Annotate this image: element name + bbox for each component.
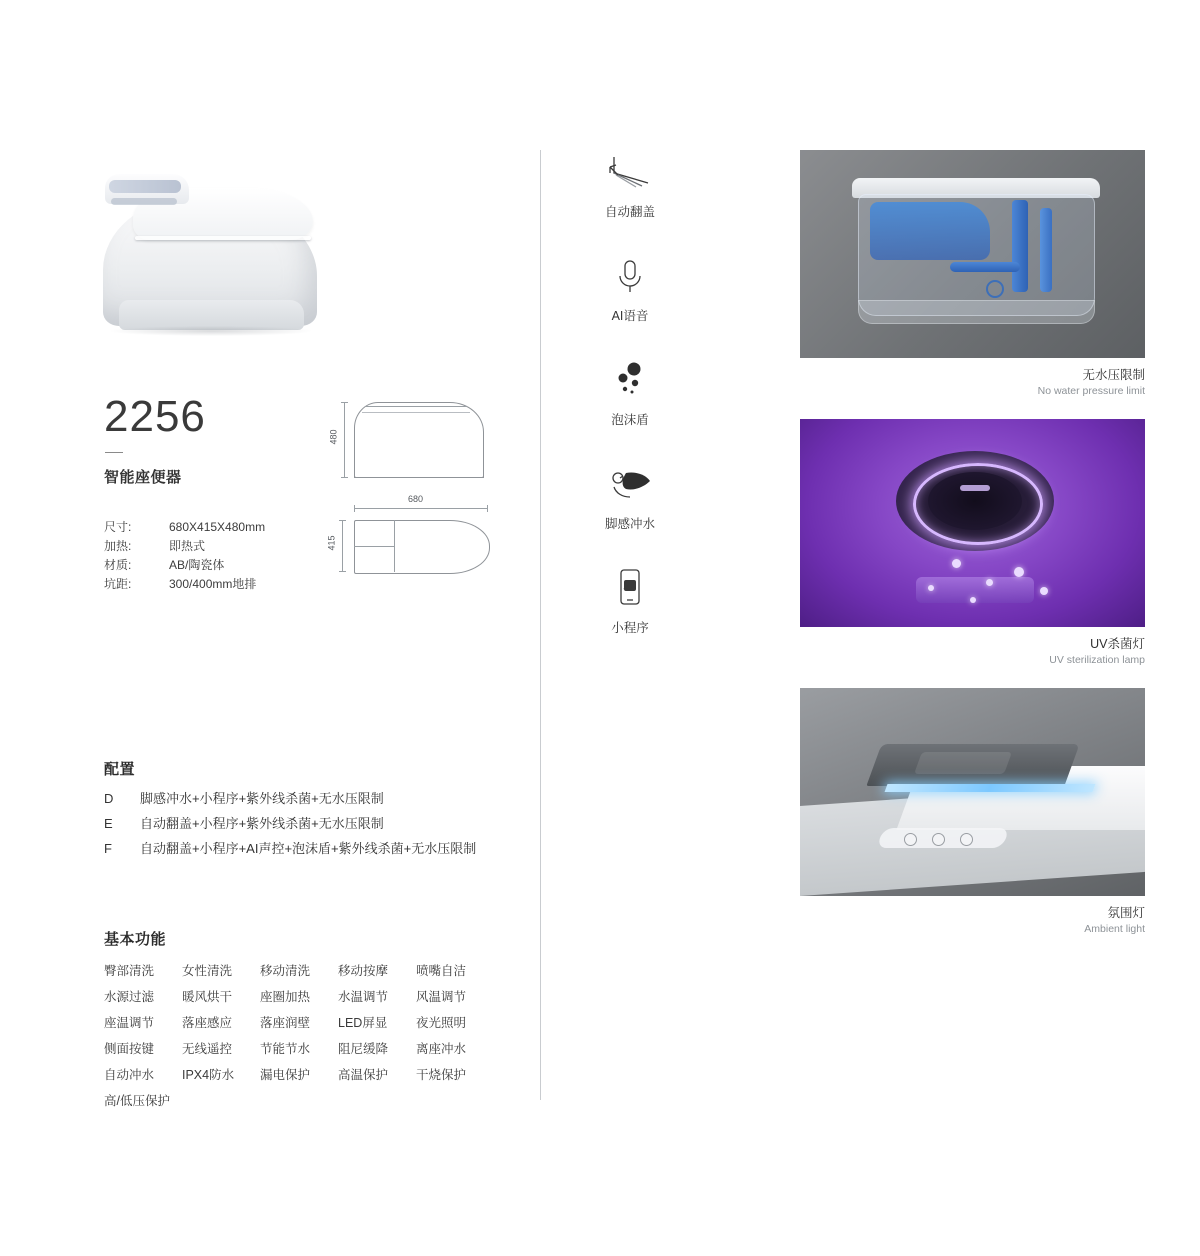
uv-bowl-photo bbox=[800, 419, 1145, 627]
feature-label: 泡沫盾 bbox=[611, 413, 649, 427]
function-item: IPX4防水 bbox=[182, 1068, 235, 1082]
panel-button-dot bbox=[904, 833, 917, 846]
germ-particle bbox=[1040, 587, 1048, 595]
spec-value: 680X415X480mm bbox=[169, 520, 266, 534]
germ-particle bbox=[952, 559, 961, 568]
spec-key: 加热: bbox=[104, 539, 132, 553]
feature-foot-flush bbox=[570, 462, 690, 532]
pipe-primary bbox=[1012, 200, 1028, 292]
config-row bbox=[104, 789, 524, 808]
lid-logo-etching bbox=[914, 752, 1012, 774]
side-lid-line bbox=[366, 406, 466, 407]
spec-value: 即热式 bbox=[169, 539, 206, 553]
function-item: 落座感应 bbox=[182, 1016, 233, 1030]
product-hero-image bbox=[95, 150, 325, 340]
caption-zh: 氛围灯 bbox=[1107, 906, 1145, 920]
feature-label: AI语音 bbox=[611, 309, 649, 323]
function-item: 无线遥控 bbox=[182, 1042, 233, 1056]
plan-outline bbox=[354, 520, 490, 574]
photo-block-uv-lamp bbox=[800, 419, 1145, 668]
spec-row bbox=[104, 575, 265, 594]
config-text: 自动翻盖+小程序+AI声控+泡沫盾+紫外线杀菌+无水压限制 bbox=[140, 841, 477, 856]
side-elevation-drawing bbox=[328, 396, 506, 488]
plan-view-drawing bbox=[326, 494, 511, 591]
spec-value: 300/400mm地排 bbox=[169, 577, 257, 591]
photo-caption bbox=[800, 896, 1145, 937]
spec-value: AB/陶瓷体 bbox=[169, 558, 225, 572]
config-letter: D bbox=[104, 791, 114, 806]
config-letter: E bbox=[104, 816, 113, 831]
photo-column bbox=[800, 150, 1145, 957]
function-item: 水源过滤 bbox=[104, 990, 155, 1004]
function-item: 离座冲水 bbox=[416, 1042, 467, 1056]
control-panel-strip bbox=[111, 198, 177, 205]
model-number: 2256 bbox=[104, 392, 206, 441]
config-list bbox=[104, 789, 524, 864]
depth-dimension-line bbox=[342, 520, 343, 572]
vertical-divider bbox=[540, 150, 541, 1100]
valve-knob bbox=[986, 280, 1004, 298]
microphone-icon bbox=[570, 254, 690, 300]
feature-foam-shield bbox=[570, 358, 690, 428]
config-text: 自动翻盖+小程序+紫外线杀菌+无水压限制 bbox=[140, 816, 384, 831]
left-column bbox=[0, 0, 540, 1256]
function-item: 高温保护 bbox=[338, 1068, 389, 1082]
function-item: 夜光照明 bbox=[416, 1016, 467, 1030]
photo-caption bbox=[800, 358, 1145, 399]
function-item: 落座润壁 bbox=[260, 1016, 311, 1030]
function-item: 水温调节 bbox=[338, 990, 389, 1004]
panel-button-dot bbox=[932, 833, 945, 846]
ambient-light-photo bbox=[800, 688, 1145, 896]
feature-label: 小程序 bbox=[611, 621, 649, 635]
function-item: 风温调节 bbox=[416, 990, 467, 1004]
lid-seam-line bbox=[135, 236, 311, 240]
side-foot-line bbox=[354, 474, 484, 478]
function-item: LED屏显 bbox=[338, 1016, 388, 1030]
product-shadow bbox=[111, 326, 311, 336]
side-lid-line-2 bbox=[362, 412, 470, 413]
caption-zh: UV杀菌灯 bbox=[1090, 637, 1145, 651]
spec-key: 尺寸: bbox=[104, 520, 132, 534]
height-dimension-line bbox=[344, 402, 345, 478]
feature-label: 自动翻盖 bbox=[604, 205, 655, 219]
product-name: 智能座便器 bbox=[104, 469, 182, 486]
spec-row bbox=[104, 537, 265, 556]
caption-zh: 无水压限制 bbox=[1082, 368, 1145, 382]
function-item: 暖风烘干 bbox=[182, 990, 233, 1004]
control-panel-graphic bbox=[109, 180, 181, 193]
function-item: 高/低压保护 bbox=[104, 1094, 170, 1108]
feature-mini-app bbox=[570, 566, 690, 636]
mini-app-icon bbox=[570, 566, 690, 612]
pipe-secondary bbox=[1040, 208, 1052, 292]
width-dimension-label: 680 bbox=[408, 494, 424, 504]
spec-row bbox=[104, 556, 265, 575]
depth-dimension-label: 415 bbox=[326, 535, 337, 551]
feature-ai-voice bbox=[570, 254, 690, 324]
basic-functions-title: 基本功能 bbox=[104, 931, 167, 948]
config-row bbox=[104, 814, 524, 833]
spec-row bbox=[104, 518, 265, 537]
germ-particle bbox=[928, 585, 934, 591]
function-item: 移动清洗 bbox=[260, 964, 311, 978]
pipe-horizontal bbox=[950, 262, 1020, 272]
plan-split-line bbox=[394, 520, 395, 572]
function-item: 移动按摩 bbox=[338, 964, 389, 978]
config-text: 脚感冲水+小程序+紫外线杀菌+无水压限制 bbox=[140, 791, 384, 806]
water-volume bbox=[870, 202, 990, 260]
auto-lid-icon bbox=[570, 150, 690, 196]
width-dimension-line bbox=[354, 508, 488, 509]
config-section-title: 配置 bbox=[104, 761, 136, 778]
function-item: 阻尼缓降 bbox=[338, 1042, 389, 1056]
foot-flush-icon bbox=[570, 462, 690, 508]
photo-caption bbox=[800, 627, 1145, 668]
function-item: 自动冲水 bbox=[104, 1068, 155, 1082]
function-item: 侧面按键 bbox=[104, 1042, 155, 1056]
germ-particle bbox=[1014, 567, 1024, 577]
basic-functions-grid bbox=[104, 962, 504, 1110]
title-rule bbox=[105, 452, 123, 453]
panel-button-dot bbox=[960, 833, 973, 846]
function-item: 漏电保护 bbox=[260, 1068, 311, 1082]
plan-mid-line bbox=[354, 546, 394, 547]
function-item: 干烧保护 bbox=[416, 1068, 467, 1082]
feature-icon-column bbox=[570, 150, 690, 670]
foam-shield-icon bbox=[570, 358, 690, 404]
spec-key: 材质: bbox=[104, 558, 132, 572]
germ-particle bbox=[986, 579, 993, 586]
bowl-inner bbox=[928, 472, 1022, 530]
function-item: 座温调节 bbox=[104, 1016, 155, 1030]
germ-particle bbox=[970, 597, 976, 603]
cutaway-tank-photo bbox=[800, 150, 1145, 358]
function-item: 臀部清洗 bbox=[104, 964, 155, 978]
side-outline bbox=[354, 402, 484, 478]
function-item: 喷嘴自洁 bbox=[416, 964, 467, 978]
config-letter: F bbox=[104, 841, 112, 856]
tank-base bbox=[858, 300, 1095, 324]
spec-key: 坑距: bbox=[104, 577, 132, 591]
caption-en: Ambient light bbox=[1084, 923, 1145, 935]
feature-label: 脚感冲水 bbox=[604, 517, 655, 531]
photo-block-no-water-pressure-limit bbox=[800, 150, 1145, 399]
photo-block-ambient-light bbox=[800, 688, 1145, 937]
config-row bbox=[104, 839, 524, 858]
height-dimension-label: 480 bbox=[328, 429, 339, 445]
led-light-strip bbox=[885, 784, 1096, 792]
feature-auto-lid bbox=[570, 150, 690, 220]
caption-en: No water pressure limit bbox=[1037, 385, 1145, 397]
function-item: 女性清洗 bbox=[182, 964, 233, 978]
svg-text:APP: APP bbox=[624, 584, 636, 591]
caption-en: UV sterilization lamp bbox=[1049, 654, 1145, 666]
function-item: 座圈加热 bbox=[260, 990, 311, 1004]
spec-list bbox=[104, 518, 265, 594]
uv-lamp-bar bbox=[960, 485, 990, 491]
function-item: 节能节水 bbox=[260, 1042, 311, 1056]
